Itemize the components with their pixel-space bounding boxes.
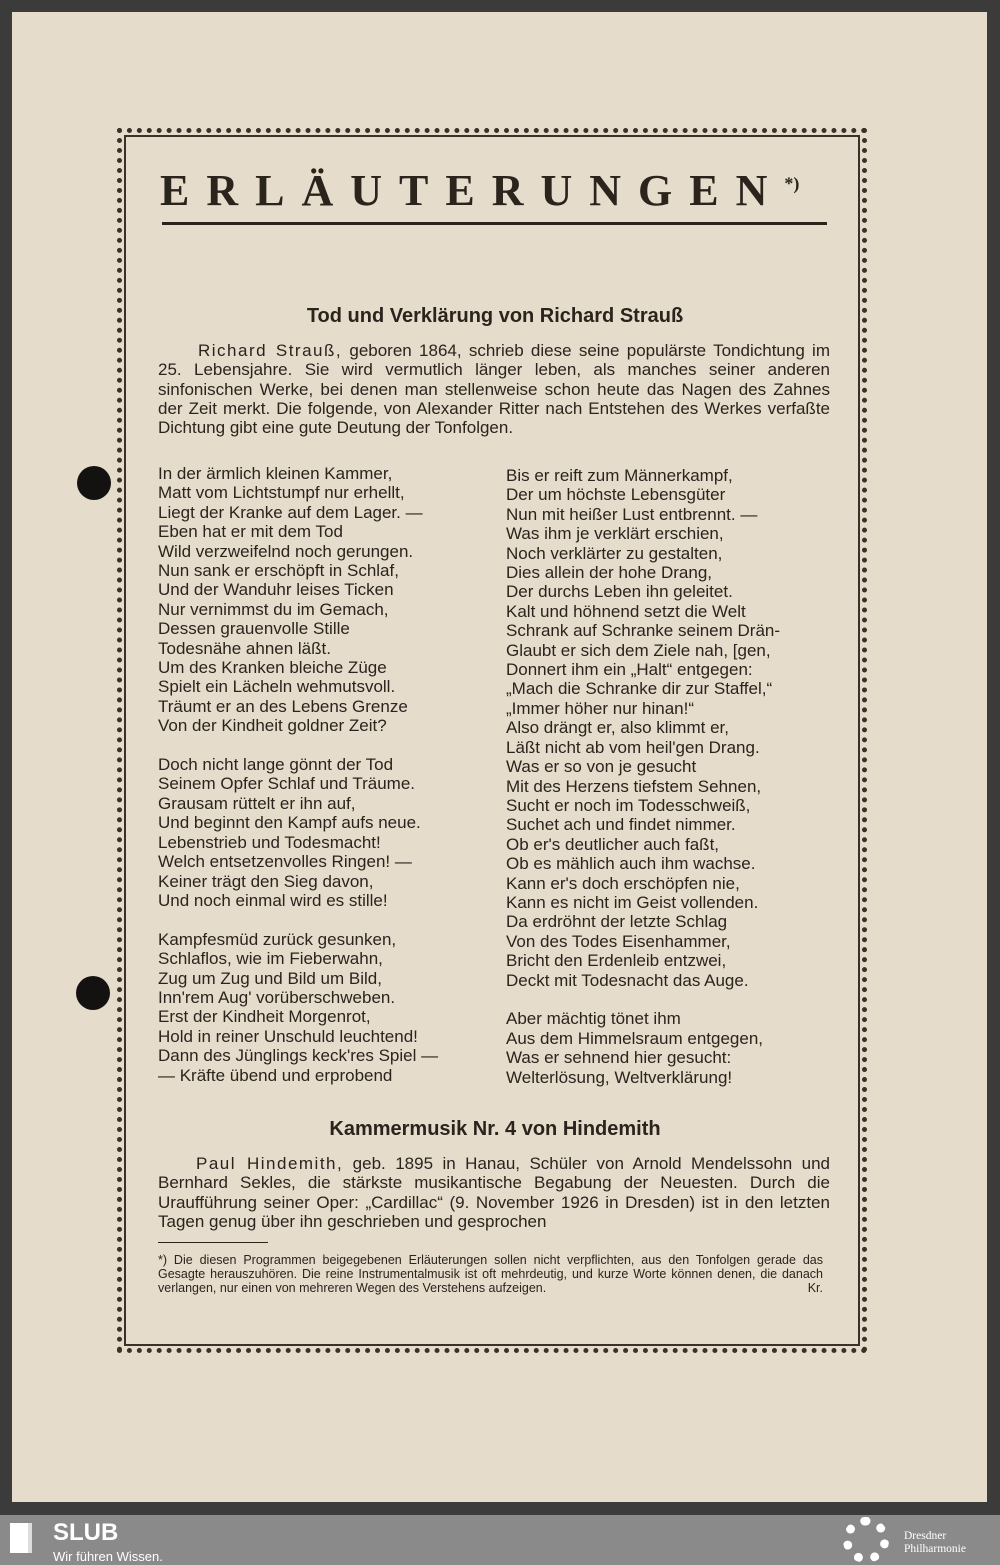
poem-line: Seinem Opfer Schlaf und Träume.	[158, 774, 416, 794]
punch-hole	[77, 466, 111, 500]
poem-line: „Mach die Schranke dir zur Staffel,“	[506, 679, 773, 699]
partner-line2: Philharmonie	[904, 1543, 966, 1555]
intro-lead: Richard Strauß,	[198, 341, 343, 360]
poem-line: Und der Wanduhr leises Ticken	[158, 580, 394, 600]
poem-line: Von des Todes Eisenhammer,	[506, 931, 731, 951]
footnote-rule	[158, 1242, 268, 1243]
intro-text: geboren 1864, schrieb diese seine populärste Tondichtung im 25. Lebensjahre. Sie wird vermutlich länger leben, als manches seiner anderen sinfonischen Werke, bei denen man stellenweise schon heute das Nagen des Zahnes der Zeit merkt. Die folgende, von Alexander Ritter nach Entstehen des Werkes verfaßte Dichtung gibt eine gute Deutung der Tonfolgen.	[158, 341, 830, 438]
section-heading-strauss: Tod und Verklärung von Richard Strauß	[306, 305, 684, 327]
poem-line: Doch nicht lange gönnt der Tod	[158, 755, 394, 775]
poem-line: — Kräfte übend und erprobend	[158, 1065, 393, 1085]
punch-hole	[76, 976, 110, 1010]
poem-line: Sucht er noch im Todesschweiß,	[506, 795, 751, 815]
section-heading-hindemith: Kammermusik Nr. 4 von Hindemith	[329, 1118, 661, 1140]
poem-line: Todesnähe ahnen läßt.	[158, 638, 331, 658]
poem-line: Nun mit heißer Lust entbrennt. —	[506, 504, 758, 524]
poem-line: Deckt mit Todesnacht das Auge.	[506, 970, 749, 990]
poem-line: Dies allein der hohe Drang,	[506, 563, 713, 583]
slub-logo[interactable]: SLUB	[53, 1519, 119, 1546]
poem-line: Schlaflos, wie im Fieberwahn,	[158, 949, 383, 969]
intro-lead: Paul Hindemith,	[196, 1154, 344, 1173]
poem-line: Da erdröhnt der letzte Schlag	[506, 912, 728, 932]
slub-tagline: Wir führen Wissen.	[53, 1549, 163, 1564]
poem-line: Bis er reift zum Männerkampf,	[506, 466, 733, 485]
poem-line: „Immer höher nur hinan!“	[506, 698, 695, 718]
philharmonie-logo-icon	[843, 1517, 889, 1563]
poem-line: Von der Kindheit goldner Zeit?	[158, 716, 387, 736]
poem-line: Erst der Kindheit Morgenrot,	[158, 1007, 371, 1027]
poem-line: Der um höchste Lebensgüter	[506, 485, 726, 505]
footnote-mark: *)	[784, 173, 800, 194]
poem-line: Bricht den Erdenleib entzwei,	[506, 951, 727, 971]
poem-line: Donnert ihm ein „Halt“ entgegen:	[506, 660, 753, 680]
poem-line	[158, 736, 438, 755]
strauss-intro	[158, 341, 830, 437]
poem-line: Und beginnt den Kampf aufs neue.	[158, 813, 421, 833]
poem-line: Schrank auf Schranke seinem Drän-	[506, 621, 781, 641]
poem-line: Kann es nicht im Geist vollenden.	[506, 892, 759, 912]
poem-line: Liegt der Kranke auf dem Lager. —	[158, 502, 423, 522]
poem-line: Lebenstrieb und Todesmacht!	[158, 832, 381, 852]
poem-line: Kalt und höhnend setzt die Welt	[506, 601, 746, 621]
poem-line: Aber mächtig tönet ihm	[506, 1009, 681, 1029]
poem-line: Träumt er an des Lebens Grenze	[158, 696, 408, 716]
poem-line: Läßt nicht ab vom heil'gen Drang.	[506, 737, 760, 757]
footnote-text: *) Die diesen Programmen beigegebenen Erläuterungen sollen nicht verpflichten, aus den Tonfolgen gerade das Gesagte herauszuhören. Die reine Instrumentalmusik ist oft mehrdeutig, und kurze Worte können denen, die danach verlangen, nur einen von mehreren Wegen des Verstehens aufzeigen.	[158, 1253, 823, 1295]
poem-line: Glaubt er sich dem Ziele nah, [gen,	[506, 640, 771, 660]
poem-line: Nun sank er erschöpft in Schlaf,	[158, 561, 399, 581]
footnote-signature: Kr.	[807, 1280, 823, 1295]
poem-line: Spielt ein Lächeln wehmutsvoll.	[158, 677, 396, 697]
title-text: ERLÄUTERUNGEN	[160, 166, 785, 215]
poem-line: In der ärmlich kleinen Kammer,	[158, 464, 393, 483]
poem-line: Nur vernimmst du im Gemach,	[158, 599, 389, 619]
poem-line: Inn'rem Aug' vorüberschweben.	[158, 987, 396, 1007]
poem-line: Was er sehnend hier gesucht:	[506, 1048, 732, 1068]
poem-line: Welch entsetzenvolles Ringen! —	[158, 852, 412, 872]
poem-line: Matt vom Lichtstumpf nur erhellt,	[158, 483, 405, 503]
poem-left-column	[158, 464, 438, 1085]
poem-line: Also drängt er, also klimmt er,	[506, 718, 729, 738]
slub-book-icon	[10, 1523, 32, 1553]
poem-line: Aus dem Himmelsraum entgegen,	[506, 1028, 764, 1048]
poem-line: Noch verklärter zu gestalten,	[506, 543, 723, 563]
title-rule	[162, 222, 827, 225]
poem-line: Zug um Zug und Bild um Bild,	[158, 968, 382, 988]
poem-line: Dessen grauenvolle Stille	[158, 619, 350, 639]
poem-line: Kann er's doch erschöpfen nie,	[506, 873, 740, 893]
poem-line: Welterlösung, Weltverklärung!	[506, 1067, 733, 1087]
poem-line: Ob es mählich auch ihm wachse.	[506, 854, 756, 874]
poem-line: Grausam rüttelt er ihn auf,	[158, 793, 356, 813]
poem-line: Dann des Jünglings keck'res Spiel —	[158, 1046, 439, 1066]
philharmonie-logo[interactable]	[904, 1530, 966, 1556]
poem-line: Wild verzweifelnd noch gerungen.	[158, 541, 414, 561]
poem-right-column	[506, 466, 780, 1087]
poem-line: Was er so von je gesucht	[506, 757, 697, 777]
intro-text: geb. 1895 in Hanau, Schüler von Arnold Mendelssohn und Bernhard Sekles, die stärkste musikantische Begabung der Neuesten. Durch die Uraufführung seiner Oper: „Cardillac“ (9. November 1926 in Dresden) ist in den letzten Tagen genug über ihn geschrieben und gesprochen	[158, 1154, 830, 1231]
partner-line1: Dresdner	[904, 1530, 947, 1542]
footnote	[158, 1254, 823, 1295]
poem-line: Kampfesmüd zurück gesunken,	[158, 929, 397, 949]
poem-line: Was ihm je verklärt erschien,	[506, 524, 724, 544]
poem-line: Mit des Herzens tiefstem Sehnen,	[506, 776, 762, 796]
poem-line: Der durchs Leben ihn geleitet.	[506, 582, 733, 602]
page-title	[160, 165, 799, 216]
poem-line: Suchet ach und findet nimmer.	[506, 815, 736, 835]
poem-line: Eben hat er mit dem Tod	[158, 522, 343, 542]
poem-line: Ob er's deutlicher auch faßt,	[506, 834, 720, 854]
poem-line	[506, 990, 780, 1009]
poem-line: Um des Kranken bleiche Züge	[158, 658, 387, 678]
footer-bar	[0, 1515, 1000, 1565]
poem-line: Hold in reiner Unschuld leuchtend!	[158, 1026, 418, 1046]
poem-line	[158, 910, 438, 929]
poem-line: Keiner trägt den Sieg davon,	[158, 871, 374, 891]
poem-line: Und noch einmal wird es stille!	[158, 890, 388, 910]
hindemith-intro	[158, 1154, 830, 1231]
